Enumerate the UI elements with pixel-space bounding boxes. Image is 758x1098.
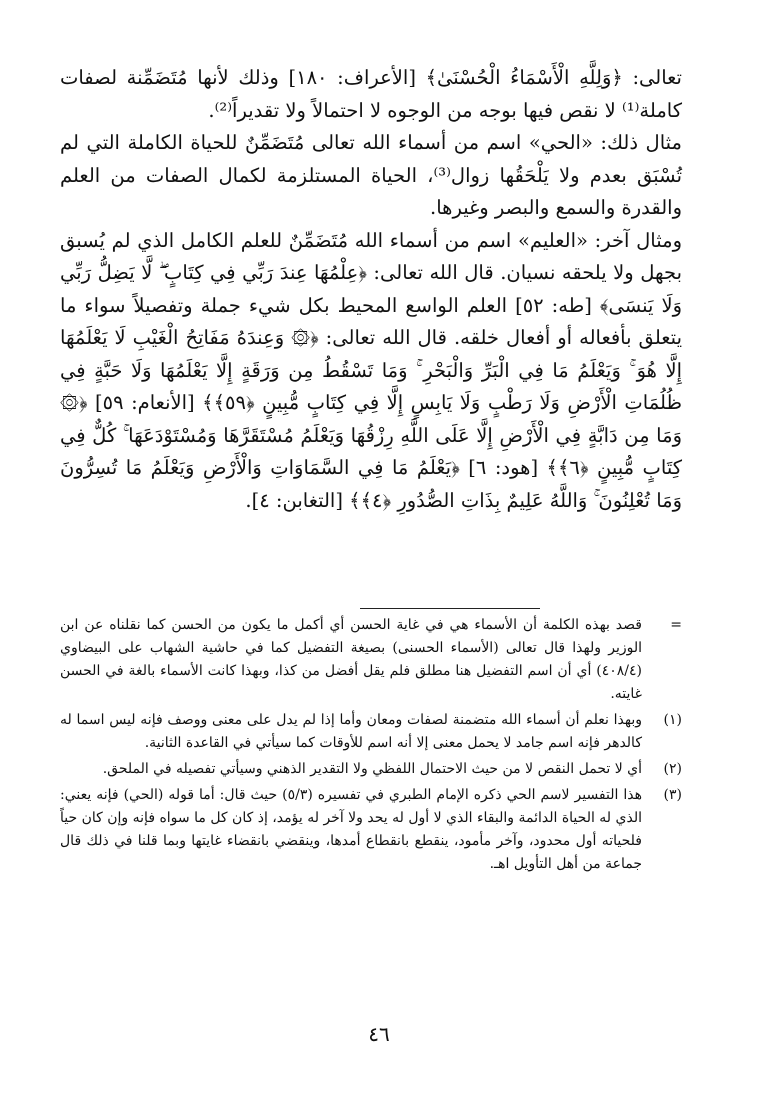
footnote-text: وبهذا نعلم أن أسماء الله متضمنة لصفات ومعان وأما إذا لم يدل على معنى ووصف فإنه ليس اسما له كالدهر فإنه اسم جامد لا يحمل معنى إلا أنه اسم للأوقات كما سيأتي في القاعدة الثانية. [60,712,642,751]
paragraph-1: تعالى: ﴿وَلِلَّهِ الْأَسْمَاءُ الْحُسْنَىٰ﴾ [الأعراف: ١٨٠] وذلك لأنها مُتَضَمِّنة لصفات كاملة⁽¹⁾ لا نقص فيها بوجه من الوجوه لا احتمالاً ولا تقديراً⁽²⁾. [60,66,682,122]
footnote-text: قصد بهذه الكلمة أن الأسماء هي في غاية الحسن أي أكمل ما يكون من الحسن كما نقلناه عن ابن الوزير ولهذا قال تعالى (الأسماء الحسنى) بصيغة التفضيل كما في حاشية الشهاب على البيضاوي (٤٠٨/٤) أي أن اسم التفضيل هنا مطلق فلم يقل أفضل من كذا، وبهذا كانت الأسماء بالغة في الحسن غايته. [60,617,642,702]
footnote-item [60,758,682,781]
main-text [60,62,682,517]
footnote-divider [360,608,540,609]
page-number: ٤٦ [368,1022,390,1046]
footnote-item [60,614,682,706]
footnote-marker: (٣) [663,787,682,803]
footnote-text: هذا التفسير لاسم الحي ذكره الإمام الطبري في تفسيره (٥/٣) حيث قال: أما قوله (الحي) فإنه يعني: الذي له الحياة الدائمة والبقاء الذي لا أول له يحد ولا آخر له يؤمد، إذ كان كل ما سواه فإنه وإن كان حياً فلحياته أول محدود، وآخر مأمود، ينقطع بانقطاع أمدها، وينقضي بانقضاء غايتها وبما قلنا في ذلك قال جماعة من أهل التأويل اهـ. [60,787,642,872]
footnote-text: أي لا تحمل النقص لا من حيث الاحتمال اللفظي ولا التقدير الذهني وسيأتي تفصيله في الملحق. [102,761,642,777]
footnote-item [60,709,682,755]
footnote-marker: (١) [663,712,682,728]
footnote-marker: (٢) [663,761,682,777]
footnotes [60,614,682,879]
footnote-marker: = [670,617,682,633]
paragraph-3: ومثال آخر: «العليم» اسم من أسماء الله مُتَضَمِّنٌ للعلم الكامل الذي لم يُسبق بجهل ولا يلحقه نسيان. قال الله تعالى: ﴿عِلْمُهَا عِندَ رَبِّي فِي كِتَابٍ ۖ لَّا يَضِلُّ رَبِّي وَلَا يَنسَى﴾ [طه: ٥٢] العلم الواسع المحيط بكل شيء جملة وتفصيلاً سواء ما يتعلق بأفعاله أو أفعال خلقه. قال الله تعالى: ﴿۞ وَعِندَهُ مَفَاتِحُ الْغَيْبِ لَا يَعْلَمُهَا إِلَّا هُوَ ۚ وَيَعْلَمُ مَا فِي الْبَرِّ وَالْبَحْرِ ۚ وَمَا تَسْقُطُ مِن وَرَقَةٍ إِلَّا يَعْلَمُهَا وَلَا حَبَّةٍ فِي ظُلُمَاتِ الْأَرْضِ وَلَا رَطْبٍ وَلَا يَابِسٍ إِلَّا فِي كِتَابٍ مُّبِينٍ ﴿٥٩﴾﴾ [الأنعام: ٥٩] ﴿۞ وَمَا مِن دَابَّةٍ فِي الْأَرْضِ إِلَّا عَلَى اللَّهِ رِزْقُهَا وَيَعْلَمُ مُسْتَقَرَّهَا وَمُسْتَوْدَعَهَا ۚ كُلٌّ فِي كِتَابٍ مُّبِينٍ ﴿٦﴾﴾ [هود: ٦] ﴿يَعْلَمُ مَا فِي السَّمَاوَاتِ وَالْأَرْضِ وَيَعْلَمُ مَا تُسِرُّونَ وَمَا تُعْلِنُونَ ۚ وَاللَّهُ عَلِيمٌ بِذَاتِ الصُّدُورِ ﴿٤﴾﴾ [التغابن: ٤]. [60,228,683,512]
footnote-item [60,784,682,876]
paragraph-2: مثال ذلك: «الحي» اسم من أسماء الله تعالى مُتَضَمِّنٌ للحياة الكاملة التي لم تُسْبَق بعدم ولا يَلْحَقُها زوال⁽³⁾، الحياة المستلزمة لكمال الصفات من العلم والقدرة والسمع والبصر وغيرها. [60,131,683,219]
